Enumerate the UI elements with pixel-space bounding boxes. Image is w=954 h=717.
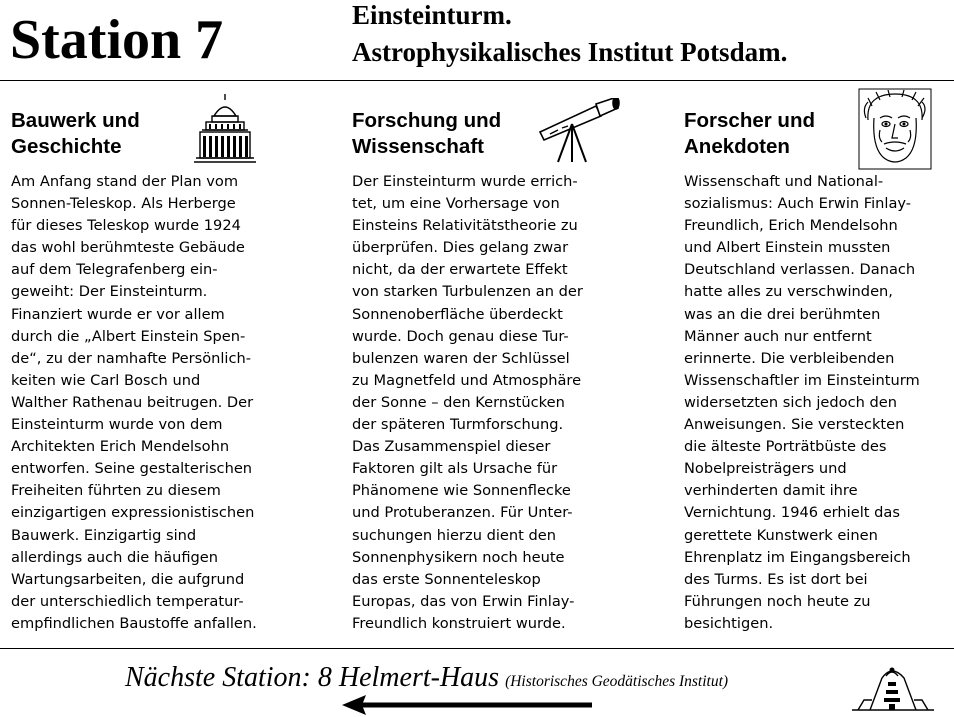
column-text-line: tet, um eine Vorhersage von — [352, 195, 560, 213]
column-text-line: Anweisungen. Sie versteckten — [684, 416, 905, 434]
column-text-line: auf dem Telegrafenberg ein- — [11, 261, 218, 279]
column-text-line: Faktoren gilt als Ursache für — [352, 460, 558, 478]
column-text-line: Sonnen-Teleskop. Als Herberge — [11, 195, 236, 213]
einstein-portrait-icon — [858, 88, 932, 170]
column-text-line: Wissenschaftler im Einsteinturm — [684, 371, 920, 389]
column-text-line: keiten wie Carl Bosch und — [11, 371, 201, 389]
column-text-line: der Sonne – den Kernstücken — [352, 393, 565, 411]
column-text-line: des Turms. Es ist dort bei — [684, 570, 868, 588]
column-text-line: Nobelpreisträgers und — [684, 460, 847, 478]
column-text-line: erinnerte. Die verbleibenden — [684, 349, 895, 367]
column-bauwerk — [11, 108, 331, 635]
column-title-line: Forschung und — [352, 109, 502, 132]
column-title-line: Wissenschaft — [352, 135, 484, 158]
column-text-line: besichtigen. — [684, 614, 774, 632]
column-text-line: Wissenschaft und National- — [684, 173, 884, 190]
column-text-line: Am Anfang stand der Plan vom — [11, 173, 239, 190]
column-text-line: der unterschiedlich temperatur- — [11, 592, 244, 610]
column-title-line: Bauwerk und — [11, 109, 140, 132]
column-forschung — [352, 108, 672, 635]
column-text-line: Einsteins Relativitätstheorie zu — [352, 217, 578, 235]
header-title-line-1: Einsteinturm. — [352, 0, 512, 30]
telescope-icon — [538, 98, 620, 164]
column-text-line: Der Einsteinturm wurde errich- — [352, 173, 578, 190]
column-text-line: sozialismus: Auch Erwin Finlay- — [684, 195, 912, 213]
column-text-line: verhinderten damit ihre — [684, 482, 858, 500]
column-text-line: Vernichtung. 1946 erhielt das — [684, 504, 900, 522]
column-text — [11, 171, 331, 635]
left-arrow-icon — [340, 694, 596, 716]
column-text-line: bulenzen waren der Schlüssel — [352, 349, 570, 367]
column-forscher — [684, 108, 952, 635]
column-text-line: Führungen noch heute zu — [684, 592, 871, 610]
column-text-line: Einsteinturm wurde von dem — [11, 416, 223, 434]
header-divider — [0, 80, 954, 81]
column-text-line: Europas, das von Erwin Finlay- — [352, 592, 575, 610]
column-text-line: Sonnenoberfläche überdeckt — [352, 305, 563, 323]
column-text-line: gerettete Kunstwerk einen — [684, 526, 878, 544]
column-text-line: die älteste Porträtbüste des — [684, 438, 887, 456]
column-text-line: hatte alles zu verschwinden, — [684, 283, 893, 301]
column-text-line: Das Zusammenspiel dieser — [352, 438, 551, 456]
footer-divider — [0, 648, 954, 649]
column-text-line: und Albert Einstein mussten — [684, 239, 891, 257]
helmert-building-icon — [848, 660, 938, 712]
column-title — [352, 108, 672, 160]
column-text-line: das erste Sonnenteleskop — [352, 570, 541, 588]
column-text-line: Deutschland verlassen. Danach — [684, 261, 916, 279]
building-icon — [192, 94, 258, 164]
column-text-line: Bauwerk. Einzigartig sind — [11, 526, 197, 544]
column-text-line: durch die „Albert Einstein Spen- — [11, 327, 246, 345]
column-text-line: Ehrenplatz im Eingangsbereich — [684, 548, 911, 566]
column-text-line: das wohl berühmteste Gebäude — [11, 239, 245, 257]
column-text-line: was an die drei berühmten — [684, 305, 881, 323]
column-text-line: für dieses Teleskop wurde 1924 — [11, 217, 241, 235]
station-title: Station 7 — [10, 9, 224, 71]
column-text-line: suchungen hierzu dient den — [352, 526, 556, 544]
column-text-line: allerdings auch die häufigen — [11, 548, 219, 566]
column-text-line: Männer auch nur entfernt — [684, 327, 872, 345]
column-text-line: Phänomene wie Sonnenflecke — [352, 482, 571, 500]
column-title-line: Anekdoten — [684, 135, 790, 158]
column-text — [684, 171, 952, 635]
column-text-line: Wartungsarbeiten, die aufgrund — [11, 570, 245, 588]
column-text-line: Freundlich, Erich Mendelsohn — [684, 217, 898, 235]
column-text-line: nicht, da der erwartete Effekt — [352, 261, 568, 279]
column-title — [11, 108, 331, 160]
header-title-line-2: Astrophysikalisches Institut Potsdam. — [352, 37, 788, 67]
next-station-subtitle: (Historisches Geodätisches Institut) — [505, 673, 729, 690]
column-text-line: Freundlich konstruiert wurde. — [352, 614, 566, 632]
next-station-label: Nächste Station: 8 Helmert-Haus — [125, 662, 500, 693]
column-text-line: de“, zu der namhafte Persönlich- — [11, 349, 252, 367]
column-text-line: Sonnenphysikern noch heute — [352, 548, 565, 566]
column-text-line: wurde. Doch genau diese Tur- — [352, 327, 569, 345]
column-text-line: einzigartigen expressionistischen — [11, 504, 255, 522]
column-title-line: Forscher und — [684, 109, 815, 132]
column-text-line: zu Magnetfeld und Atmosphäre — [352, 371, 582, 389]
column-text-line: der späteren Turmforschung. — [352, 416, 564, 434]
column-text-line: von starken Turbulenzen an der — [352, 283, 583, 301]
column-text-line: Finanziert wurde er vor allem — [11, 305, 225, 323]
column-text-line: entworfen. Seine gestalterischen — [11, 460, 253, 478]
column-text-line: und Protuberanzen. Für Unter- — [352, 504, 573, 522]
column-text-line: Freiheiten führten zu diesem — [11, 482, 221, 500]
column-title-line: Geschichte — [11, 135, 122, 158]
column-text-line: widersetzten sich jedoch den — [684, 393, 897, 411]
column-text-line: Architekten Erich Mendelsohn — [11, 438, 230, 456]
column-text-line: Walther Rathenau beitrugen. Der — [11, 393, 254, 411]
column-text-line: empfindlichen Baustoffe anfallen. — [11, 614, 257, 632]
column-text-line: geweiht: Der Einsteinturm. — [11, 283, 208, 301]
column-text — [352, 171, 672, 635]
column-text-line: überprüfen. Dies gelang zwar — [352, 239, 569, 257]
